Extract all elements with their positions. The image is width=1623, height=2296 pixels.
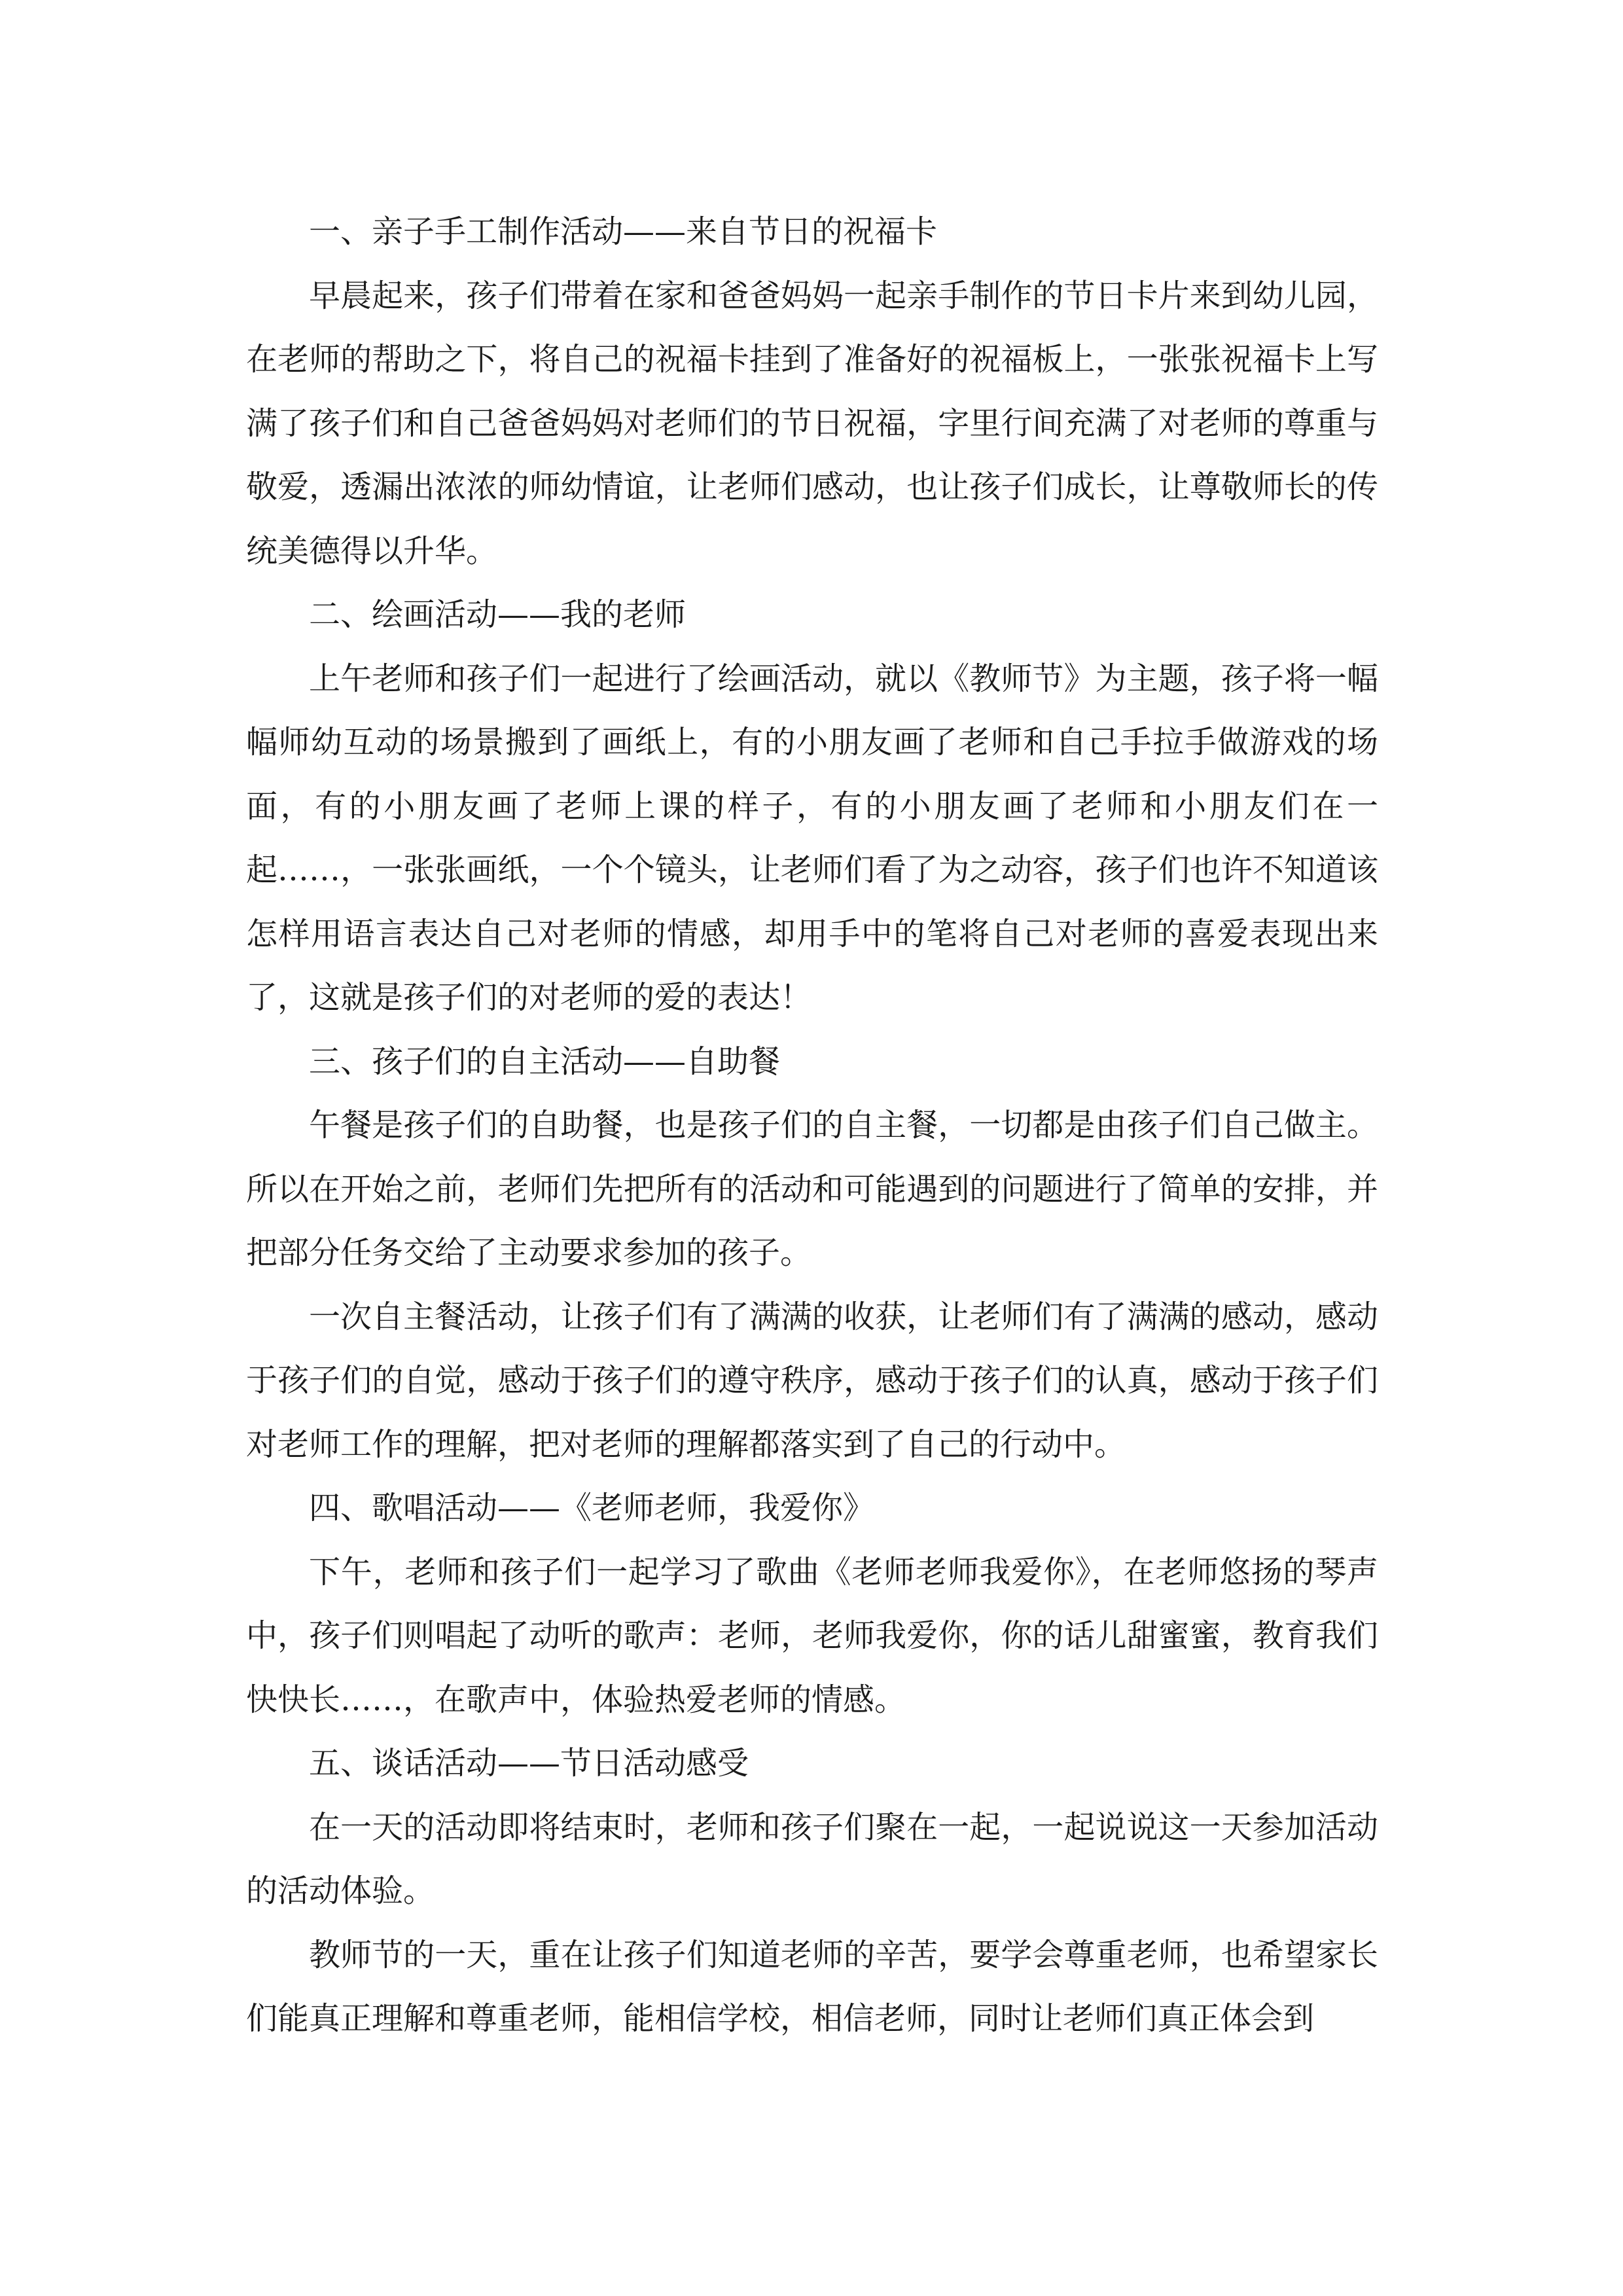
paragraph-7: 教师节的一天，重在让孩子们知道老师的辛苦，要学会尊重老师，也希望家长们能真正理解和尊重老师，能相信学校，相信老师，同时让老师们真正体会到 [246,1936,1378,2037]
document-body [246,200,1378,2051]
paragraph-4: 一次自主餐活动，让孩子们有了满满的收获，让老师们有了满满的感动，感动于孩子们的自觉，感动于孩子们的遵守秩序，感动于孩子们的认真，感动于孩子们对老师工作的理解，把对老师的理解都落实到了自己的行动中。 [246,1298,1378,1463]
section-heading-2: 二、绘画活动——我的老师 [309,596,687,633]
section-heading-4: 四、歌唱活动——《老师老师，我爱你》 [309,1490,875,1526]
paragraph-2: 上午老师和孩子们一起进行了绘画活动，就以《教师节》为主题，孩子将一幅幅师幼互动的场景搬到了画纸上，有的小朋友画了老师和自己手拉手做游戏的场面，有的小朋友画了老师上课的样子，有的小朋友画了老师和小朋友们在一起……，一张张画纸，一个个镜头，让老师们看了为之动容，孩子们也许不知道该怎样用语言表达自己对老师的情感，却用手中的笔将自己对老师的喜爱表现出来了，这就是孩子们的对老师的爱的表达！ [246,660,1378,1016]
paragraph-1: 早晨起来，孩子们带着在家和爸爸妈妈一起亲手制作的节日卡片来到幼儿园，在老师的帮助之下，将自己的祝福卡挂到了准备好的祝福板上，一张张祝福卡上写满了孩子们和自己爸爸妈妈对老师们的节日祝福，字里行间充满了对老师的尊重与敬爱，透漏出浓浓的师幼情谊，让老师们感动，也让孩子们成长，让尊敬师长的传统美德得以升华。 [246,277,1378,569]
section-heading-3: 三、孩子们的自主活动——自助餐 [309,1043,781,1080]
paragraph-5: 下午，老师和孩子们一起学习了歌曲《老师老师我爱你》，在老师悠扬的琴声中，孩子们则唱起了动听的歌声：老师，老师我爱你，你的话儿甜蜜蜜，教育我们快快长……，在歌声中，体验热爱老师的情感。 [246,1553,1378,1718]
section-heading-5: 五、谈话活动——节日活动感受 [309,1745,749,1782]
paragraph-6: 在一天的活动即将结束时，老师和孩子们聚在一起，一起说说这一天参加活动的活动体验。 [246,1808,1378,1909]
section-heading-1: 一、亲子手工制作活动——来自节日的祝福卡 [309,213,938,250]
paragraph-3: 午餐是孩子们的自助餐，也是孩子们的自主餐，一切都是由孩子们自己做主。所以在开始之前，老师们先把所有的活动和可能遇到的问题进行了简单的安排，并把部分任务交给了主动要求参加的孩子。 [246,1107,1378,1271]
